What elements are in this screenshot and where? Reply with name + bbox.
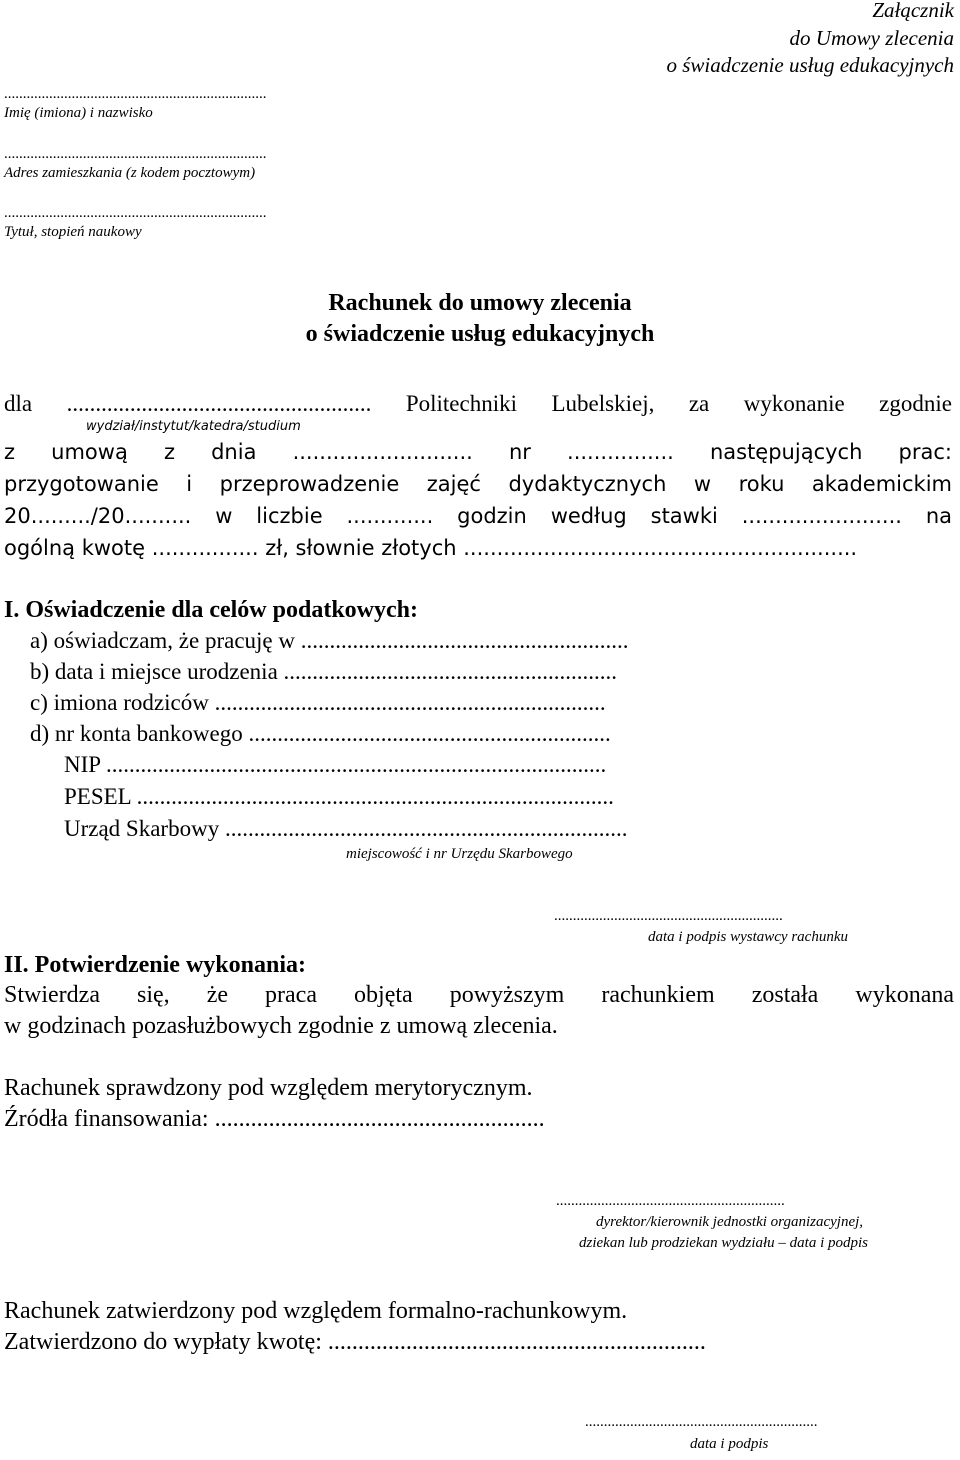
issuer-signature-dotted-line[interactable]: ............................................................. xyxy=(554,908,783,924)
tax-item-bank-account[interactable]: d) nr konta bankowego ............................................................... xyxy=(30,721,611,746)
confirmation-line-1: Stwierdza się, że praca objęta powyższym rachunkiem została wykonana xyxy=(4,982,954,1008)
attachment-contract-line: do Umowy zlecenia xyxy=(789,26,954,50)
body-line-2: z umową z dnia ........................... nr ................ następujących prac: xyxy=(4,440,952,464)
document-title-line2: o świadczenie usług edukacyjnych xyxy=(305,321,655,347)
faculty-caption: wydział/instytut/katedra/studium xyxy=(86,419,301,434)
formal-approval-line: Rachunek zatwierdzony pod względem formalno-rachunkowym. xyxy=(4,1298,628,1324)
tax-item-pesel[interactable]: PESEL ................................................................................... xyxy=(64,784,614,809)
tax-item-parents[interactable]: c) imiona rodziców .................................................................... xyxy=(30,690,606,715)
address-dotted-field[interactable]: ...................................................................... xyxy=(4,146,267,162)
tax-item-tax-office[interactable]: Urząd Skarbowy ...................................................................... xyxy=(64,816,628,841)
section-1-heading: I. Oświadczenie dla celów podatkowych: xyxy=(4,597,418,623)
director-signature-caption-2: dziekan lub prodziekan wydziału – data i podpis xyxy=(579,1235,869,1251)
merit-check-line: Rachunek sprawdzony pod względem merytorycznym. xyxy=(4,1075,533,1101)
director-signature-dotted-line[interactable]: ............................................................. xyxy=(556,1193,785,1209)
tax-item-nip[interactable]: NIP ....................................................................................... xyxy=(64,752,607,777)
tax-office-caption: miejscowość i nr Urzędu Skarbowego xyxy=(346,846,573,862)
final-signature-dotted-line[interactable]: .............................................................. xyxy=(585,1414,818,1430)
tax-item-birth[interactable]: b) data i miejsce urodzenia .......................................................... xyxy=(30,659,618,684)
issuer-signature-caption: data i podpis wystawcy rachunku xyxy=(648,929,848,945)
body-line-4: 20........./20.......... w liczbie ............. godzin według stawki ........................ na xyxy=(4,504,952,528)
confirmation-line-2: w godzinach pozasłużbowych zgodnie z umową zlecenia. xyxy=(4,1013,558,1039)
body-line-5: ogólną kwotę ................ zł, słownie złotych ........................................................... xyxy=(4,536,858,560)
attachment-service-line: o świadczenie usług edukacyjnych xyxy=(666,53,954,77)
final-signature-caption: data i podpis xyxy=(690,1436,769,1452)
academic-title-dotted-field[interactable]: ...................................................................... xyxy=(4,205,267,221)
funding-sources-line[interactable]: Źródła finansowania: ....................................................... xyxy=(4,1106,545,1132)
name-caption: Imię (imiona) i nazwisko xyxy=(4,105,153,121)
section-2-heading: II. Potwierdzenie wykonania: xyxy=(4,952,306,978)
name-dotted-field[interactable]: ...................................................................... xyxy=(4,86,267,102)
body-line-3: przygotowanie i przeprowadzenie zajęć dydaktycznych w roku akademickim xyxy=(4,472,952,496)
address-caption: Adres zamieszkania (z kodem pocztowym) xyxy=(4,165,256,181)
tax-item-employer[interactable]: a) oświadczam, że pracuję w ......................................................... xyxy=(30,628,629,653)
academic-title-caption: Tytuł, stopień naukowy xyxy=(4,224,142,240)
body-line-1: dla ..................................................... Politechniki Lubelskiej, za wykonanie zgodnie xyxy=(4,391,952,416)
payout-approval-line[interactable]: Zatwierdzono do wypłaty kwotę: ............................................................... xyxy=(4,1329,706,1355)
director-signature-caption-1: dyrektor/kierownik jednostki organizacyjnej, xyxy=(596,1214,864,1230)
document-title-line1: Rachunek do umowy zlecenia xyxy=(328,290,632,316)
attachment-label: Załącznik xyxy=(872,0,954,22)
